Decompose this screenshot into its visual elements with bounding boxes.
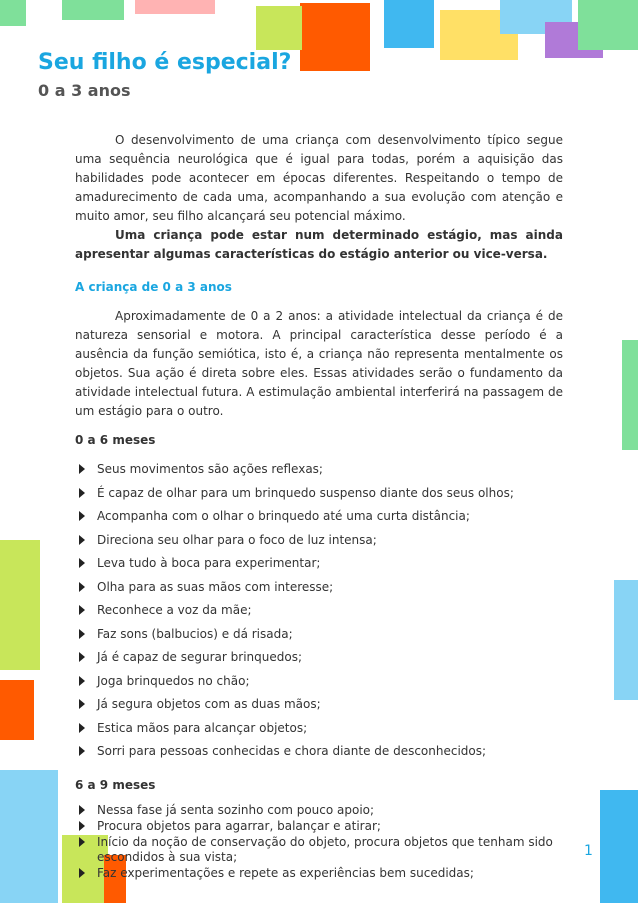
list-item <box>75 693 563 717</box>
bullet-arrow-icon <box>79 746 85 756</box>
section-paragraph: Aproximadamente de 0 a 2 anos: a atividade intelectual da criança é de natureza sensorial e motora. A principal característica desse período é a ausência da função semiótica, isto é, a criança não representa mentalmente os objetos. Sua ação é direta sobre eles. Essas atividades serão o fundamento da atividade intelectual futura. A estimulação ambiental interferirá na passagem de um estágio para o outro. <box>75 309 563 418</box>
bullet-arrow-icon <box>79 652 85 662</box>
bullet-arrow-icon <box>79 805 85 815</box>
list-item <box>75 482 563 506</box>
list-item <box>75 623 563 647</box>
intro-bold-paragraph: Uma criança pode estar num determinado estágio, mas ainda apresentar algumas características do estágio anterior ou vice-versa. <box>75 228 563 261</box>
list-item-text: Faz experimentações e repete as experiências bem sucedidas; <box>97 865 474 880</box>
list-item <box>75 552 563 576</box>
bullet-arrow-icon <box>79 605 85 615</box>
deco-shape <box>300 3 370 71</box>
deco-shape <box>600 790 638 903</box>
bullet-arrow-icon <box>79 511 85 521</box>
bullet-arrow-icon <box>79 582 85 592</box>
list-item-text: Nessa fase já senta sozinho com pouco apoio; <box>97 802 375 817</box>
list-item-text: Início da noção de conservação do objeto, procura objetos que tenham sido escondidos à sua vista; <box>97 834 553 864</box>
list-item-text: Reconhece a voz da mãe; <box>97 603 252 617</box>
list-item-text: Leva tudo à boca para experimentar; <box>97 556 321 570</box>
bullet-arrow-icon <box>79 821 85 831</box>
list-item-text: Estica mãos para alcançar objetos; <box>97 720 308 735</box>
deco-shape <box>0 0 26 26</box>
list-item-text: Olha para as suas mãos com interesse; <box>97 579 334 594</box>
bullet-arrow-icon <box>79 837 85 847</box>
list-item-text: Seus movimentos são ações reflexas; <box>97 462 323 476</box>
list-item <box>75 529 563 553</box>
list-item-text: Joga brinquedos no chão; <box>97 673 250 688</box>
deco-shape <box>622 340 638 450</box>
list-item <box>75 866 563 881</box>
list-item-text: Já é capaz de segurar brinquedos; <box>97 650 302 664</box>
bullet-arrow-icon <box>79 535 85 545</box>
list-item-text: Já segura objetos com as duas mãos; <box>97 697 321 711</box>
deco-shape <box>256 6 302 50</box>
list-item <box>75 646 563 670</box>
group-heading: 6 a 9 meses <box>75 777 156 792</box>
bullet-arrow-icon <box>79 464 85 474</box>
deco-shape <box>384 0 434 48</box>
intro-paragraph: O desenvolvimento de uma criança com desenvolvimento típico segue uma sequência neurológica que é igual para todas, porém a aquisição das habilidades pode acontecer em épocas diferentes. Respeitando o tempo de amadurecimento de cada uma, acompanhando a sua evolução com atenção e muito amor, seu filho alcançará seu potencial máximo. <box>75 133 563 223</box>
list-item-text: Direciona seu olhar para o foco de luz intensa; <box>97 532 377 547</box>
list-item-text: Procura objetos para agarrar, balançar e atirar; <box>97 818 381 833</box>
bullet-arrow-icon <box>79 558 85 568</box>
bullet-arrow-icon <box>79 699 85 709</box>
milestone-list <box>75 803 563 881</box>
list-item <box>75 717 563 741</box>
milestone-list <box>75 458 563 764</box>
deco-shape <box>0 770 58 903</box>
list-item-text: É capaz de olhar para um brinquedo suspenso diante dos seus olhos; <box>97 485 514 500</box>
list-item <box>75 599 563 623</box>
deco-shape <box>0 540 40 670</box>
list-item <box>75 835 563 865</box>
deco-shape <box>578 0 638 50</box>
deco-shape <box>135 0 215 14</box>
bullet-arrow-icon <box>79 488 85 498</box>
list-item <box>75 458 563 482</box>
document-body <box>75 131 563 882</box>
list-item-text: Faz sons (balbucios) e dá risada; <box>97 626 293 641</box>
bullet-arrow-icon <box>79 868 85 878</box>
group-heading: 0 a 6 meses <box>75 433 156 447</box>
page-number: 1 <box>584 843 593 859</box>
section-title: A criança de 0 a 3 anos <box>75 280 232 294</box>
list-item <box>75 670 563 694</box>
page-title: Seu filho é especial? <box>38 50 292 75</box>
deco-shape <box>614 580 638 700</box>
list-item-text: Sorri para pessoas conhecidas e chora diante de desconhecidos; <box>97 744 487 758</box>
list-item <box>75 819 563 834</box>
list-item-text: Acompanha com o olhar o brinquedo até uma curta distância; <box>97 509 470 523</box>
bullet-arrow-icon <box>79 676 85 686</box>
list-item <box>75 576 563 600</box>
deco-shape <box>0 680 34 740</box>
page-subtitle: 0 a 3 anos <box>38 81 131 100</box>
bullet-arrow-icon <box>79 629 85 639</box>
list-item <box>75 740 563 764</box>
deco-shape <box>62 0 124 20</box>
list-item <box>75 505 563 529</box>
bullet-arrow-icon <box>79 723 85 733</box>
list-item <box>75 803 563 818</box>
